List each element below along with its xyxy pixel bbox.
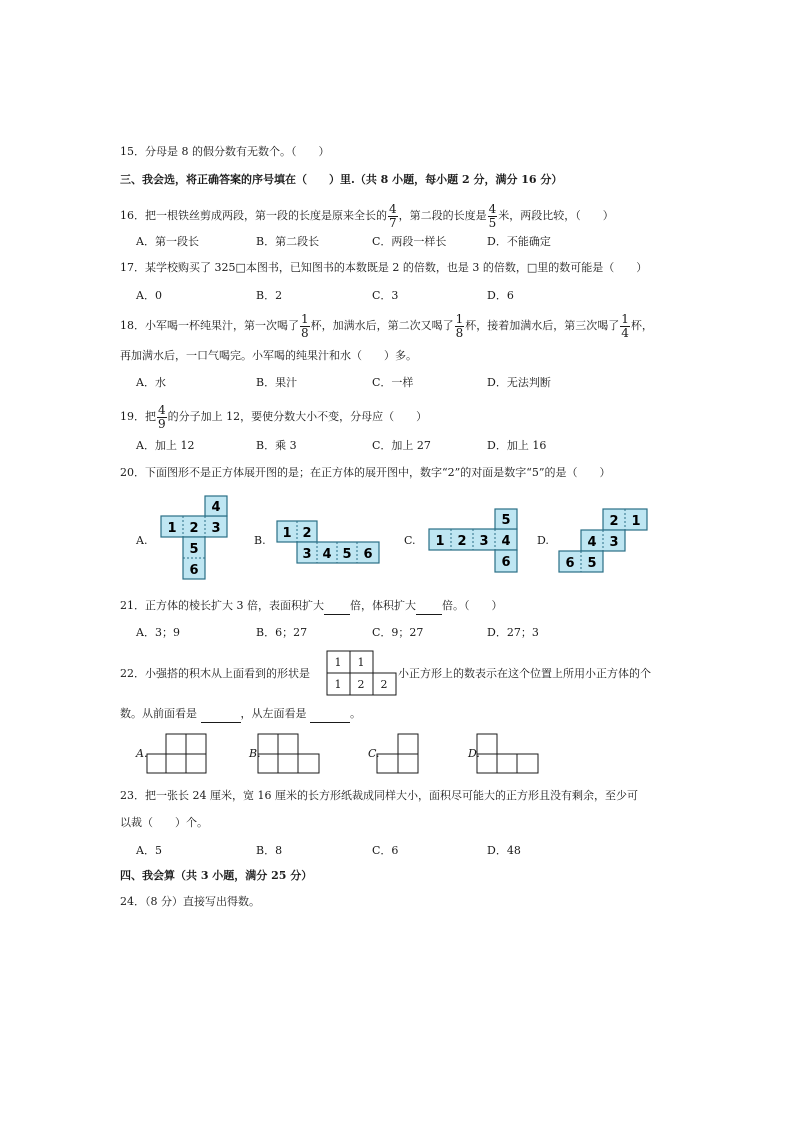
- q18-frac2-num: 1: [455, 311, 464, 326]
- net-a-cell-5: 5: [189, 542, 199, 557]
- q19-frac: [157, 404, 167, 431]
- q17-option-a[interactable]: A．0: [136, 289, 162, 302]
- q20-label-b[interactable]: B.: [254, 534, 266, 547]
- q16-text-c: 米，两段比较，（ ）: [498, 209, 614, 222]
- q20-net-b: [276, 519, 382, 565]
- q20-net-a: [160, 495, 232, 581]
- q23-option-c[interactable]: C．6: [372, 844, 399, 857]
- q20-label-a[interactable]: A.: [136, 534, 148, 547]
- q18-frac1-num: 1: [301, 311, 309, 326]
- q17-option-b[interactable]: B．2: [256, 289, 283, 302]
- q18-option-a[interactable]: A．水: [136, 376, 166, 389]
- q20-net-d: [558, 508, 652, 574]
- q22-blank-front[interactable]: [201, 706, 241, 723]
- q18-option-d[interactable]: D．无法判断: [487, 376, 551, 389]
- q18-frac2: [455, 313, 465, 340]
- net-d-cell-4: 4: [587, 535, 597, 550]
- q17-option-d[interactable]: D．6: [487, 289, 514, 302]
- q18-frac3: [620, 313, 630, 340]
- net-c-cell-4: 4: [501, 534, 511, 549]
- q18-frac1-den: 8: [301, 325, 309, 340]
- net-b-cell-2: 2: [302, 526, 312, 541]
- q17-text: 17．某学校购买了 325□本图书，已知图书的本数既是 2 的倍数，也是 3 的倍数，□里的数可能是（ ）: [120, 261, 648, 274]
- net-b-cell-5: 5: [342, 547, 352, 562]
- q16-option-a[interactable]: A．第一段长: [136, 235, 199, 248]
- q16-frac1-den: 7: [389, 215, 397, 230]
- q21-option-d[interactable]: D．27；3: [487, 626, 539, 639]
- net-c-cell-3: 3: [479, 534, 489, 549]
- q18-text-a: 18．小军喝一杯纯果汁，第一次喝了: [120, 319, 299, 332]
- q20-label-d[interactable]: D.: [537, 534, 549, 547]
- net-a-cell-2: 2: [189, 521, 199, 536]
- q18-frac1: [300, 313, 310, 340]
- net-d-cell-6: 6: [565, 556, 575, 571]
- q19-option-d[interactable]: D．加上 16: [487, 439, 547, 452]
- q18-frac3-den: 4: [621, 325, 629, 340]
- q22-label-d[interactable]: D.: [468, 747, 480, 760]
- q19-frac-num: 4: [158, 402, 166, 417]
- q22-blank-left[interactable]: [310, 706, 350, 723]
- q22-top-view-grid: [326, 650, 398, 696]
- net-a-cell-6: 6: [189, 563, 199, 578]
- q16-text-b: ，第二段的长度是: [398, 209, 487, 222]
- net-d-cell-3: 3: [609, 535, 619, 550]
- net-a-cell-3: 3: [211, 521, 221, 536]
- q17-option-c[interactable]: C．3: [372, 289, 399, 302]
- q21-blank-2[interactable]: [416, 598, 442, 615]
- q23-option-b[interactable]: B．8: [256, 844, 283, 857]
- q16-frac1-num: 4: [389, 201, 397, 216]
- net-b-cell-4: 4: [322, 547, 332, 562]
- q18-option-c[interactable]: C．一样: [372, 376, 414, 389]
- q22-line2-a: 数。从前面看是: [120, 707, 197, 720]
- q20-text: 20．下面图形不是正方体展开图的是；在正方体的展开图中，数字“2”的对面是数字“5”的是（ ）: [120, 466, 611, 479]
- q21-text-c: 倍。（ ）: [442, 599, 503, 612]
- q19-option-b[interactable]: B．乘 3: [256, 439, 297, 452]
- net-d-cell-2: 2: [609, 514, 619, 529]
- net-a-cell-4: 4: [211, 500, 221, 515]
- q22-line2-c: 。: [350, 707, 361, 720]
- q22-option-c-figure: [376, 733, 422, 775]
- grid-cell-2: 1: [357, 656, 365, 669]
- q16-text-a: 16．把一根铁丝剪成两段，第一段的长度是原来全长的: [120, 209, 387, 222]
- q16-option-d[interactable]: D．不能确定: [487, 235, 551, 248]
- q15-text: 15．分母是 8 的假分数有无数个。（ ）: [120, 145, 330, 158]
- q19-option-c[interactable]: C．加上 27: [372, 439, 431, 452]
- grid-cell-1: 1: [334, 656, 342, 669]
- q21-option-b[interactable]: B．6；27: [256, 626, 308, 639]
- net-c-cell-1: 1: [435, 534, 445, 549]
- q16-frac2: [488, 203, 498, 230]
- q18-line2: 再加满水后，一口气喝完。小军喝的纯果汁和水（ ）多。: [120, 349, 417, 362]
- q22-label-b[interactable]: B.: [249, 747, 261, 760]
- net-b-cell-1: 1: [282, 526, 292, 541]
- q16-stem: [120, 201, 614, 231]
- q24-text: 24．（8 分）直接写出得数。: [120, 895, 260, 908]
- q20-net-c: [428, 508, 520, 574]
- q18-frac3-num: 1: [621, 311, 629, 326]
- grid-cell-5: 2: [380, 678, 388, 691]
- q19-stem: [120, 402, 427, 432]
- q18-option-b[interactable]: B．果汁: [256, 376, 298, 389]
- q19-text-b: 的分子加上 12，要使分数大小不变，分母应（ ）: [167, 410, 428, 423]
- q21-stem: [120, 598, 503, 615]
- net-b-cell-3: 3: [302, 547, 312, 562]
- q19-text-a: 19．把: [120, 410, 156, 423]
- net-a-cell-1: 1: [167, 521, 177, 536]
- q23-option-d[interactable]: D．48: [487, 844, 521, 857]
- q16-frac2-num: 4: [488, 201, 497, 216]
- q19-option-a[interactable]: A．加上 12: [136, 439, 195, 452]
- section4-heading: 四、我会算（共 3 小题，满分 25 分）: [120, 869, 313, 882]
- net-c-cell-2: 2: [457, 534, 467, 549]
- q18-text-d: 杯，: [630, 319, 653, 332]
- q21-option-c[interactable]: C．9；27: [372, 626, 424, 639]
- q16-frac1: [388, 203, 398, 230]
- q18-text-c: 杯，接着加满水后，第三次喝了: [465, 319, 620, 332]
- q22-option-a-figure: [146, 733, 210, 775]
- net-b-cell-6: 6: [363, 547, 373, 562]
- q23-line2: 以裁（ ）个。: [120, 816, 208, 829]
- section3-heading: 三、我会选，将正确答案的序号填在（ ）里.（共 8 小题，每小题 2 分，满分 16 分）: [120, 173, 563, 186]
- q22-line2: [120, 706, 361, 723]
- net-d-cell-1: 1: [631, 514, 641, 529]
- q23-option-a[interactable]: A．5: [136, 844, 162, 857]
- q18-stem: [120, 311, 653, 341]
- q22-line2-b: ，从左面看是: [240, 707, 307, 720]
- q16-frac2-den: 5: [488, 215, 497, 230]
- q21-text-b: 倍，体积扩大: [350, 599, 416, 612]
- q18-frac2-den: 8: [455, 325, 464, 340]
- q23-text: 23．把一张长 24 厘米，宽 16 厘米的长方形纸裁成同样大小，面积尽可能大的正方形且没有剩余，至少可: [120, 789, 638, 802]
- q22-label-a[interactable]: A.: [136, 747, 148, 760]
- net-c-cell-6: 6: [501, 555, 511, 570]
- q22-option-b-figure: [257, 733, 323, 775]
- grid-cell-4: 2: [357, 678, 365, 691]
- q16-option-b[interactable]: B．第二段长: [256, 235, 320, 248]
- net-c-cell-5: 5: [501, 513, 511, 528]
- q22-option-d-figure: [476, 733, 542, 775]
- q21-option-a[interactable]: A．3；9: [136, 626, 180, 639]
- q22-label-c[interactable]: C.: [368, 747, 380, 760]
- q20-label-c[interactable]: C.: [404, 534, 416, 547]
- q21-text-a: 21．正方体的棱长扩大 3 倍，表面积扩大: [120, 599, 324, 612]
- q21-blank-1[interactable]: [324, 598, 350, 615]
- grid-cell-3: 1: [334, 678, 342, 691]
- q22-text-b: 小正方形上的数表示在这个位置上所用小正方体的个: [398, 667, 651, 680]
- q16-option-c[interactable]: C．两段一样长: [372, 235, 447, 248]
- q18-text-b: 杯，加满水后，第二次又喝了: [310, 319, 454, 332]
- net-d-cell-5: 5: [587, 556, 597, 571]
- q19-frac-den: 9: [158, 416, 166, 431]
- q22-text-a: 22．小强搭的积木从上面看到的形状是: [120, 667, 310, 680]
